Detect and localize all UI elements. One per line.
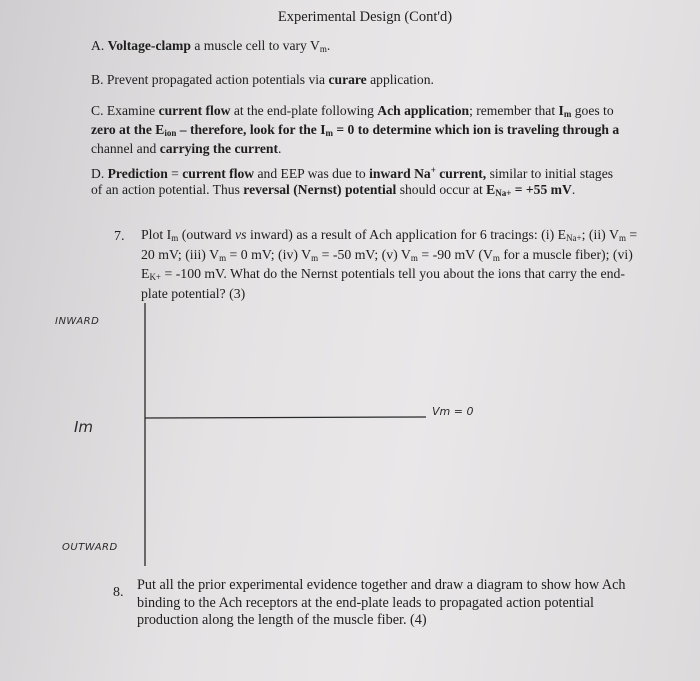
c2-0: zero at the E [91, 122, 165, 137]
c1-6: m [563, 109, 572, 119]
d1-3: current flow [182, 166, 255, 181]
question-7-number: 7. [114, 229, 125, 244]
c2-2: – therefore, look for the I [176, 122, 326, 137]
item-a-bold: Voltage-clamp [107, 38, 191, 53]
d1-8: similar to initial stages [486, 166, 614, 181]
q7-line-4: plate potential? (3) [141, 285, 246, 301]
vm-zero-baseline [145, 417, 426, 418]
c3-2: . [278, 141, 282, 156]
q7-1-4: inward) as a result of Ach application for 6 tracings: (i) E [246, 227, 567, 242]
q7-2-7: m [492, 252, 500, 263]
d1-4: and EEP was due to [254, 166, 370, 181]
q7-1-6: ; (ii) V [581, 227, 619, 242]
q8-line-2: binding to the Ach receptors at the end-plate leads to propagated action potential [137, 594, 594, 611]
q7-1-8: = [625, 227, 638, 242]
item-a-text: a muscle cell to vary V [190, 38, 320, 53]
d1-7: current, [435, 166, 487, 181]
c1-7: goes to [571, 103, 614, 118]
d2-5: = +55 mV [511, 182, 572, 197]
q7-3-2: = -100 mV. What do the Nernst potentials tell you about the ions that carry the end- [161, 266, 626, 281]
q7-2-4: = -50 mV; (v) V [318, 246, 411, 262]
c1-0: C. Examine [91, 103, 159, 118]
d1-1: Prediction [107, 166, 168, 181]
item-b-bold: curare [328, 72, 367, 87]
q7-2-1: m [219, 252, 227, 263]
item-b-text: Prevent propagated action potentials via [106, 72, 329, 87]
d2-0: of an action potential. Thus [91, 182, 244, 197]
c2-4: = 0 to determine which ion is traveling through a [333, 122, 620, 137]
im-label: Im [74, 418, 94, 436]
q7-2-8: for a muscle fiber); (vi) [499, 246, 633, 262]
c1-3: Ach application [377, 103, 470, 118]
outward-label: OUTWARD [62, 542, 118, 553]
c1-2: at the end-plate following [230, 103, 378, 118]
d1-2: = [167, 166, 183, 181]
item-b-end: application. [366, 72, 434, 87]
c1-1: current flow [158, 103, 231, 118]
c2-3: m [325, 128, 334, 138]
q7-2-2: = 0 mV; (iv) V [226, 246, 312, 262]
d2-6: . [571, 182, 576, 197]
q7-2-0: 20 mV; (iii) V [141, 246, 220, 262]
q7-2-5: m [410, 252, 418, 263]
d2-3: E [486, 182, 496, 197]
vm-zero-label: Vm = 0 [432, 405, 474, 418]
item-b-letter: B. [91, 72, 104, 87]
c3-0: channel and [91, 141, 160, 156]
q7-1-7: m [618, 233, 626, 243]
item-a-letter: A. [91, 38, 105, 53]
c1-5: I [558, 103, 564, 118]
q7-1-3: vs [235, 227, 247, 242]
item-a-end: . [326, 38, 331, 53]
d2-1: reversal (Nernst) potential [243, 182, 397, 197]
d2-2: should occur at [396, 182, 487, 197]
question-8-number: 8. [113, 585, 124, 600]
page-title: Experimental Design (Cont'd) [277, 9, 453, 25]
c3-1: carrying the current [159, 141, 278, 156]
q7-3-1: K+ [149, 272, 162, 282]
d1-5: inward Na [369, 166, 431, 181]
q7-2-3: m [311, 252, 319, 263]
item-a-subscript: m [319, 44, 327, 54]
d1-0: D. [91, 166, 108, 181]
question-8-text [137, 577, 677, 630]
q7-1-1: m [171, 233, 179, 243]
q8-line-1: Put all the prior experimental evidence together and draw a diagram to show how Ach [137, 577, 626, 593]
d1-6: + [430, 165, 436, 175]
q7-1-2: (outward [178, 227, 236, 242]
q7-1-0: Plot I [141, 227, 172, 242]
inward-label: INWARD [55, 316, 100, 327]
c2-1: ion [164, 128, 177, 138]
d2-4: Na+ [495, 188, 512, 198]
q7-2-6: = -90 mV (V [417, 246, 493, 262]
q7-1-5: Na+ [566, 233, 582, 243]
q7-3-0: E [141, 266, 150, 281]
c1-4: ; remember that [469, 103, 559, 118]
q8-line-3: production along the length of the muscle fiber. (4) [137, 612, 427, 628]
